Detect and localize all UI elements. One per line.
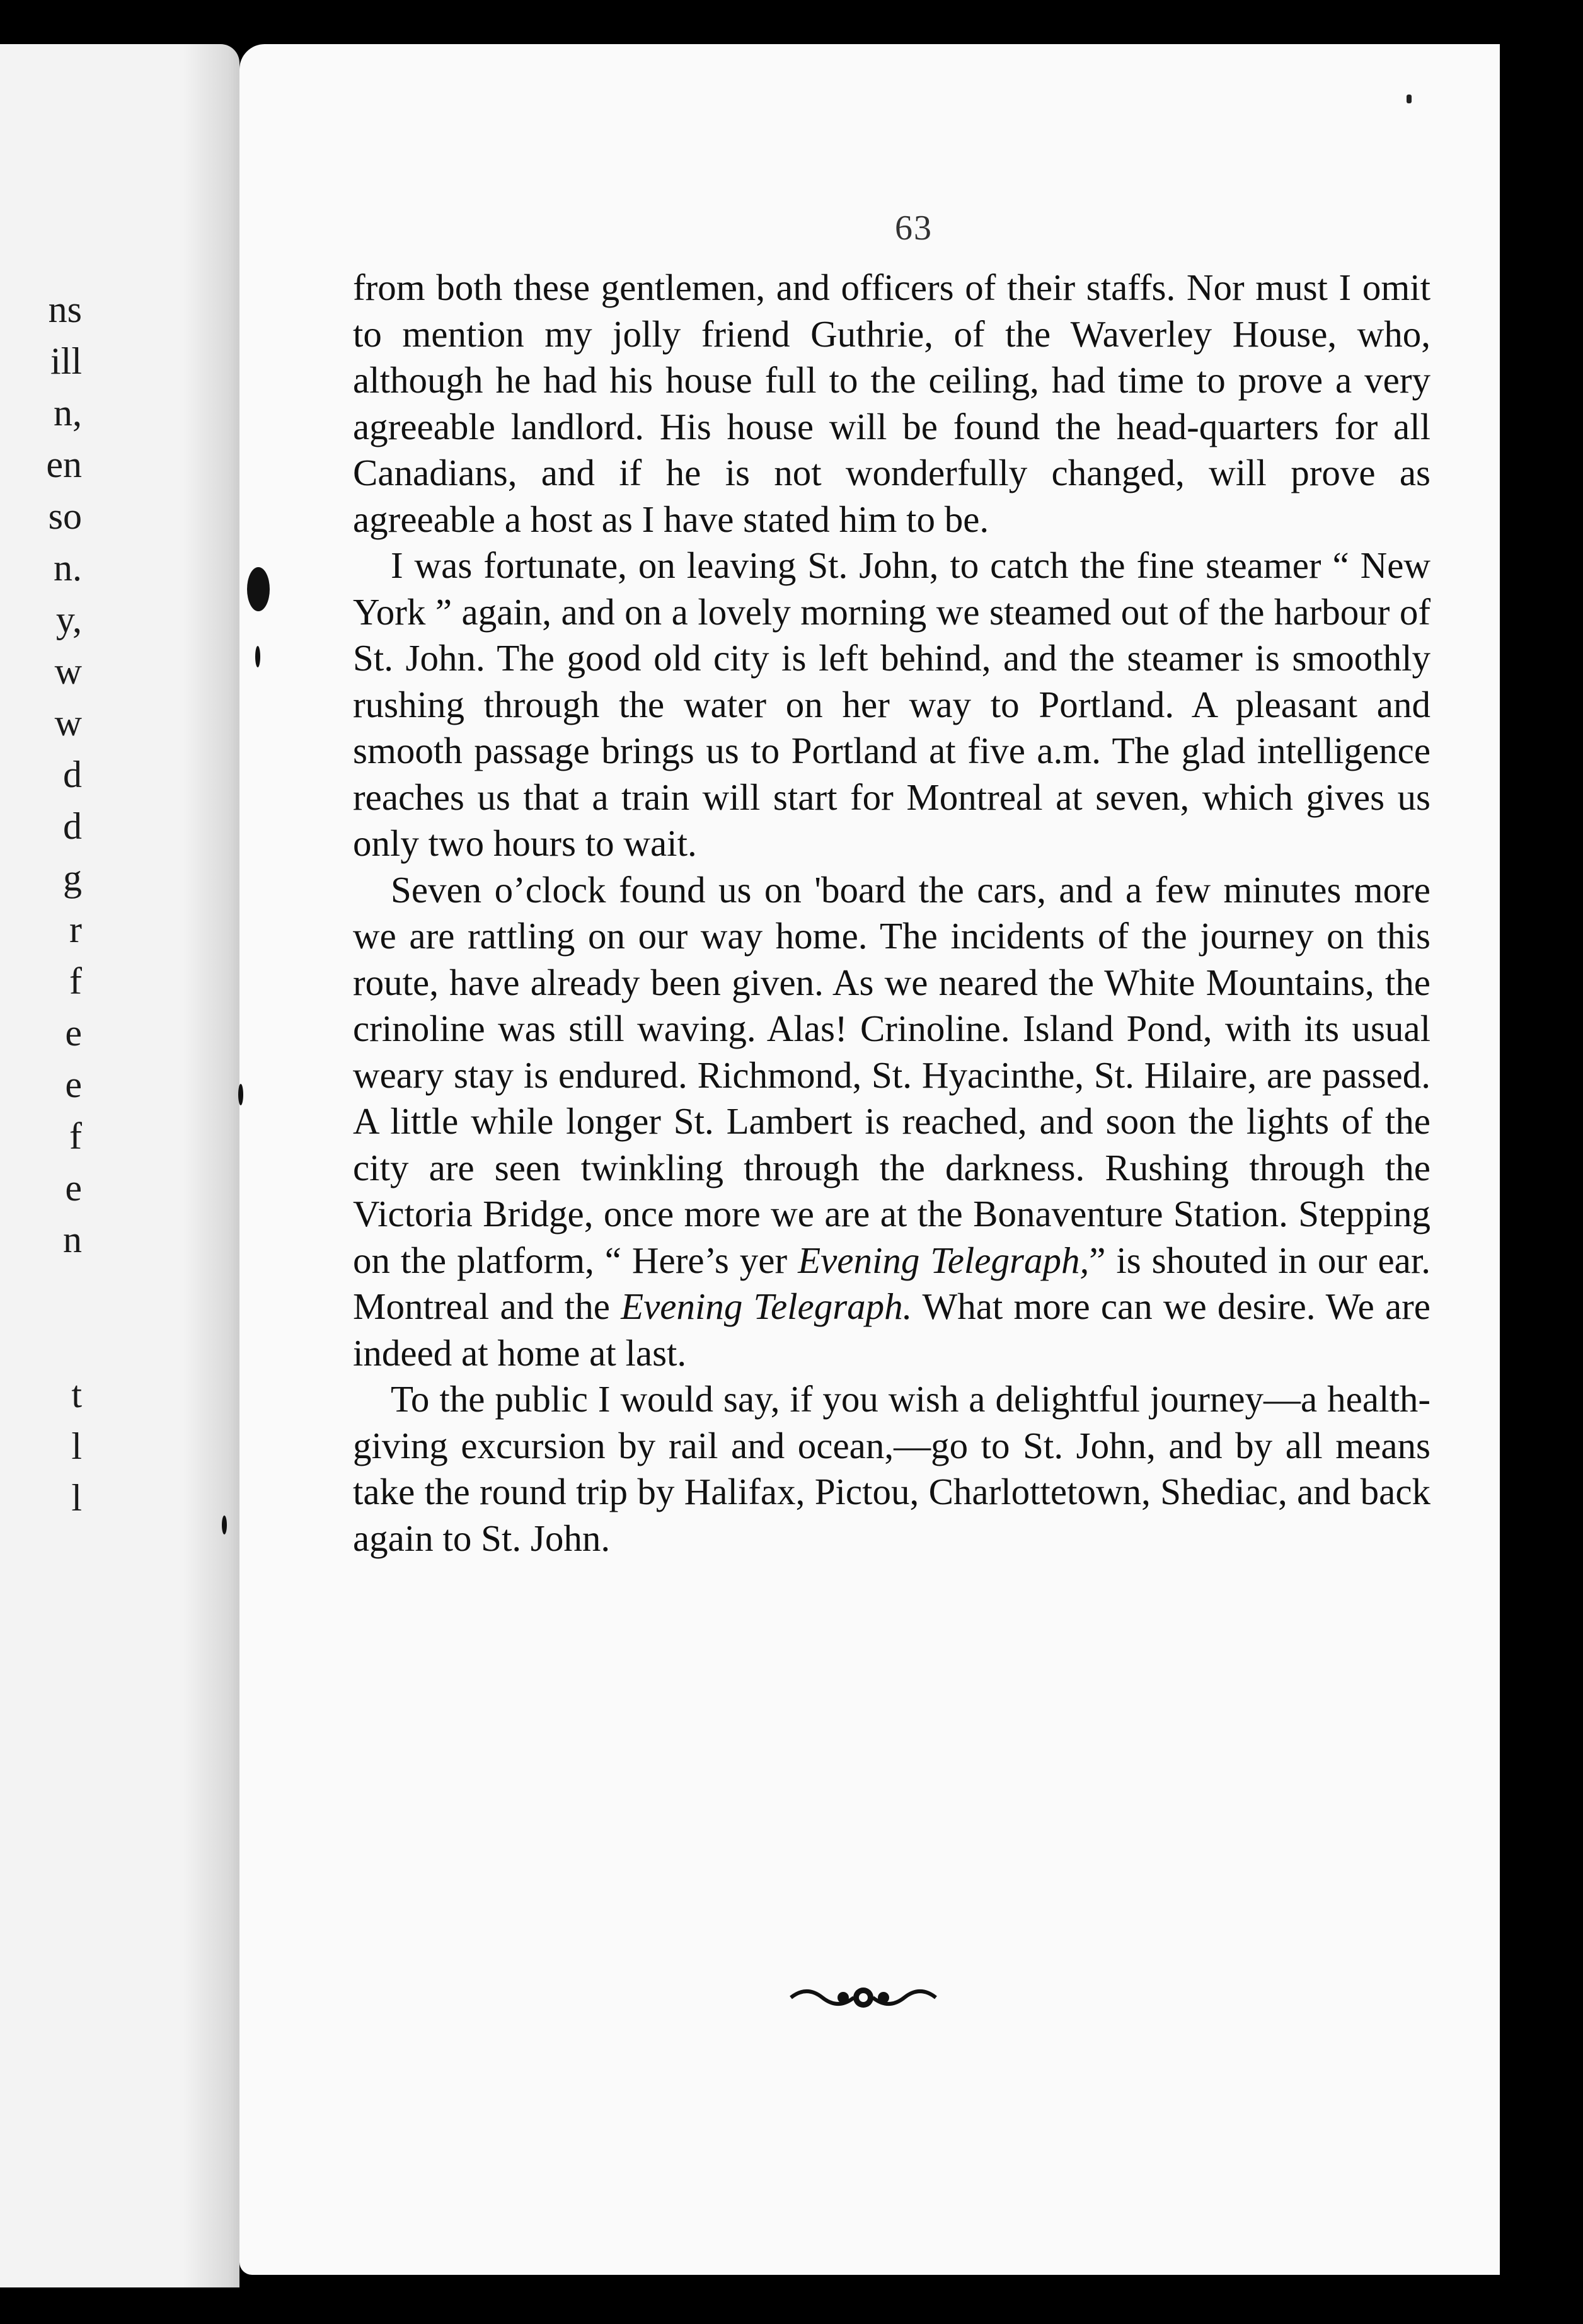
left-page-fragment: r	[69, 909, 82, 950]
left-page-fragment: n,	[54, 392, 82, 434]
left-page-fragment: d	[63, 805, 82, 847]
ink-smudge	[238, 1084, 243, 1105]
paragraph-4	[353, 1376, 1430, 1562]
left-page-fragment: l	[71, 1425, 82, 1467]
left-page-fragment: y,	[55, 599, 82, 640]
page-body-text	[353, 265, 1430, 1562]
ink-smudge	[247, 567, 270, 611]
left-page-fragment: g	[63, 857, 82, 899]
left-page-fragment: e	[65, 1167, 82, 1209]
left-page-fragment: e	[65, 1064, 82, 1105]
ink-smudge	[255, 646, 260, 667]
italic-text: Evening Telegraph.	[621, 1286, 912, 1327]
paragraph-text: I was fortunate, on leaving St. John, to catch the fine steamer “ New York ” again, and on a lovely morning we steamed out of the harbour of St. John. The good old city is left behind, and the steamer is smoothly rushing through the water on her way to Portland. A pleasant and smooth passage brings us to Portland at five a.m. The glad intelligence reaches us that a train will start for Montreal at seven, which gives us only two hours to wait.	[353, 544, 1430, 864]
left-page-fragment: w	[54, 650, 82, 692]
left-page-fragment: e	[65, 1012, 82, 1054]
page-number: 63	[895, 209, 933, 248]
italic-text: Evening Telegraph,	[798, 1239, 1090, 1281]
paragraph-2	[353, 543, 1430, 867]
page-speck	[1407, 95, 1412, 103]
paragraph-text: ” is shouted in our ear. Montreal and the	[353, 1239, 1430, 1327]
paragraph-text: Seven o’clock found us on 'board the cars, and a few minutes more we are rattling on our way home. The incidents of the journey on this route, have already been given. As we neared the White Mountains, the crinoline was still waving. Alas! Crinoline. Island Pond, with its usual weary stay is endured. Richmond, St. Hyacinthe, St. Hilaire, are passed. A little while longer St. Lambert is reached, and soon the lights of the city are seen twinkling through the darkness. Rushing through the Victoria Bridge, once more we are at the Bonaventure Station. Stepping on the platform, “ Here’s yer	[353, 868, 1430, 1281]
left-page-fragment: d	[63, 754, 82, 795]
paragraph-text: What more can we desire. We are indeed at home at last.	[353, 1286, 1430, 1374]
left-page-fragment: w	[54, 702, 82, 744]
paragraph-3	[353, 867, 1430, 1377]
left-page-fragment: t	[71, 1374, 82, 1415]
left-page-fragment: ns	[48, 289, 82, 330]
left-page-fragment: n	[63, 1219, 82, 1260]
left-page-fragment: f	[69, 960, 82, 1002]
left-page-text-fragments	[0, 284, 82, 1524]
ink-smudge	[222, 1516, 227, 1534]
left-page-fragment: l	[71, 1477, 82, 1519]
paragraph-1	[353, 265, 1430, 543]
ornament-icon	[788, 1979, 939, 2016]
left-page-fragment: en	[46, 444, 82, 485]
left-page-fragment: n.	[54, 547, 82, 589]
left-page-fragment: f	[69, 1115, 82, 1157]
left-page-fragment: ill	[50, 340, 82, 382]
paragraph-text: from both these gentlemen, and officers of their staffs. Nor must I omit to mention my jolly friend Guthrie, of the Waverley House, who, although he had his house full to the ceiling, had time to prove a very agreeable landlord. His house will be found the head-quarters for all Canadians, and if he is not wonderfully changed, will prove as agreeable a host as I have stated him to be.	[353, 267, 1430, 540]
left-page-fragment: so	[48, 495, 82, 537]
left-page-fragment	[0, 1317, 82, 1369]
left-page-fragment	[0, 1265, 82, 1317]
paragraph-text: To the public I would say, if you wish a delightful journey—a health-giving excursion by rail and ocean,—go to St. John, and by all means take the round trip by Halifax, Pictou, Charlottetown, Shediac, and back again to St. John.	[353, 1378, 1430, 1559]
